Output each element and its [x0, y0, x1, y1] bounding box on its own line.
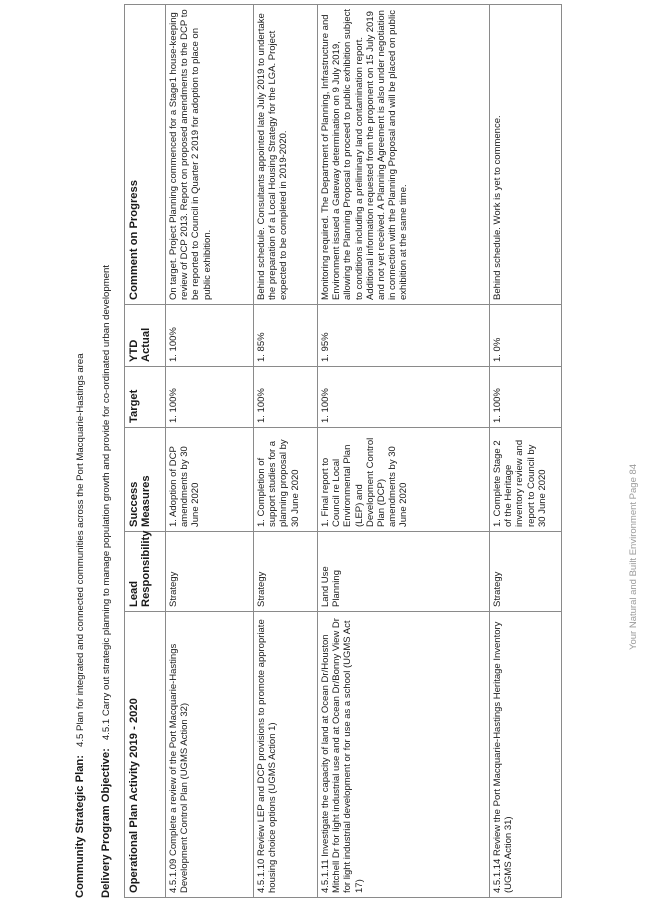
target-cell: 1. 100% [490, 367, 562, 428]
measure-cell: 1. Completion of support studies for a planning proposal by 30 June 2020 [254, 428, 318, 532]
column-header: Operational Plan Activity 2019 - 2020 [125, 612, 166, 898]
target-cell: 1. 100% [254, 367, 318, 428]
table-row [166, 5, 254, 898]
table-header-row [125, 5, 166, 898]
strategic-plan-label: Community Strategic Plan: [74, 755, 86, 898]
program-objective-line [100, 265, 112, 898]
table-row [490, 5, 562, 898]
table-row [254, 5, 318, 898]
lead-cell: Land Use Planning [318, 532, 490, 612]
column-header: Success Measures [125, 428, 166, 532]
progress-table [124, 4, 562, 898]
measure-cell: 1. Complete Stage 2 of the Heritage inventory review and report to Council by 30 June 2020 [490, 428, 562, 532]
lead-cell: Strategy [254, 532, 318, 612]
program-objective-value: 4.5.1 Carry out strategic planning to manage population growth and provide for co-ordinated urban development [101, 264, 112, 741]
target-cell: 1. 100% [166, 367, 254, 428]
activity-cell: 4.5.1.09 Complete a review of the Port Macquarie-Hastings Development Control Plan (UGMS Action 32) [166, 612, 254, 898]
activity-cell: 4.5.1.11 Investigate the capacity of land at Ocean Dr/Houston Mitchell Dr for light industrial use and at Ocean Dr/Bonny View Dr for light industrial development or for use as a school (UGMS Act 17) [318, 612, 490, 898]
comment-cell: On target. Project Planning commenced for a Stage1 house-keeping review of DCP 2013. Report on proposed amendments to the DCP to be reported to Council in Quarter 2 2019 for adoption to place on public exhibition. [166, 5, 254, 305]
lead-cell: Strategy [490, 532, 562, 612]
lead-cell: Strategy [166, 532, 254, 612]
table-row [318, 5, 490, 898]
strategic-plan-value: 4.5 Plan for integrated and connected communities across the Port Macquarie-Hastings area [75, 353, 86, 748]
activity-cell: 4.5.1.14 Review the Port Macquarie-Hastings Heritage Inventory (UGMS Action 31) [490, 612, 562, 898]
measure-cell: 1. Final report to Council re Local Environmental Plan (LEP) and Development Control Plan (DCP) amendments by 30 June 2020 [318, 428, 490, 532]
column-header: Comment on Progress [125, 5, 166, 305]
strategic-plan-line [74, 353, 86, 898]
column-header: Lead Responsibility [125, 532, 166, 612]
ytd-cell: 1. 95% [318, 305, 490, 367]
footer-text: Your Natural and Built Environment Page 84 [628, 463, 639, 650]
ytd-cell: 1. 85% [254, 305, 318, 367]
ytd-cell: 1. 0% [490, 305, 562, 367]
activity-cell: 4.5.1.10 Review LEP and DCP provisions to promote appropriate housing choice options (UGMS Action 1) [254, 612, 318, 898]
column-header: YTD Actual [125, 305, 166, 367]
page-footer [628, 140, 644, 650]
rotated-document [0, 3, 610, 898]
comment-cell: Behind schedule. Work is yet to commence. [490, 5, 562, 305]
comment-cell: Behind schedule. Consultants appointed late July 2019 to undertake the preparation of a Local Housing Strategy for the LGA. Project expected to be completed in 2019-2020. [254, 5, 318, 305]
program-objective-label: Delivery Program Objective: [100, 748, 112, 898]
target-cell: 1. 100% [318, 367, 490, 428]
measure-cell: 1. Adoption of DCP amendments by 30 June 2020 [166, 428, 254, 532]
column-header: Target [125, 367, 166, 428]
ytd-cell: 1. 100% [166, 305, 254, 367]
comment-cell: Monitoring required. The Department of Planning, Infrastructure and Environment issued a Gateway determination on 9 July 2019, allowing the Planning Proposal to proceed to public exhibition subject to conditions including a preliminary land contamination report. Additional information requested from the proponent on 15 July 2019 and not yet received. A Planning Agreement is also under negotiation in connection with the Planning Proposal and will be placed on public exhibition at the same time. [318, 5, 490, 305]
